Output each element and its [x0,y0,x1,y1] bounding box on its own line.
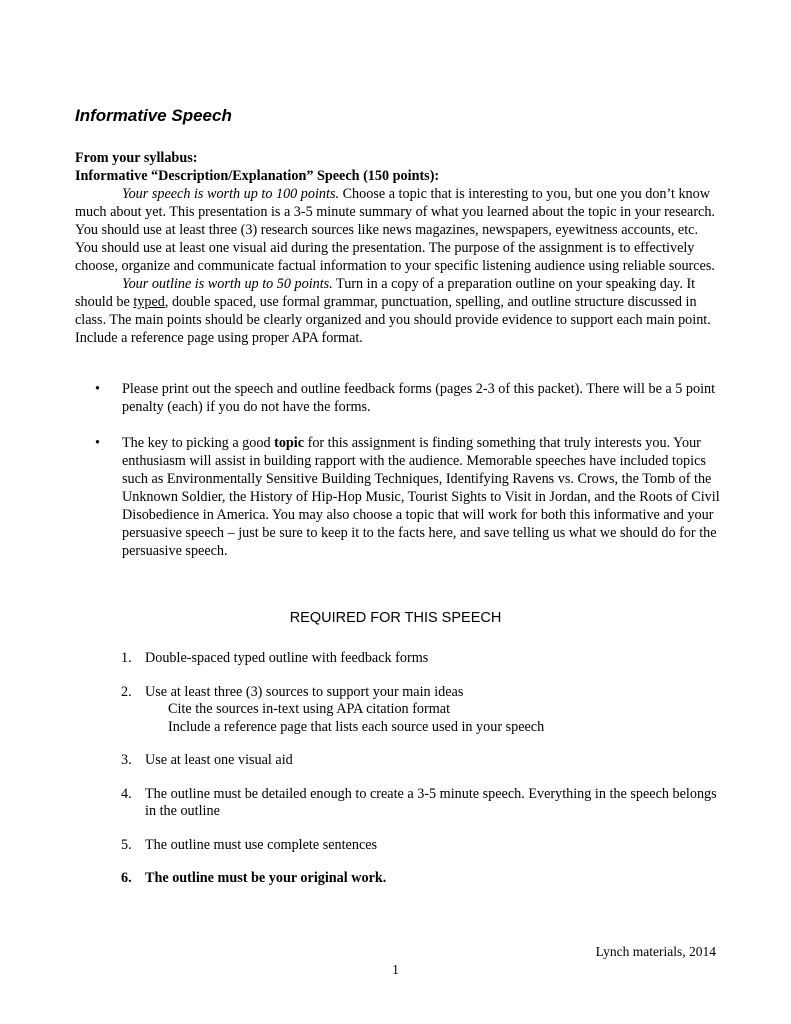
list-item [75,786,720,821]
item-text: The outline must be your original work. [145,870,387,886]
list-item [75,684,720,737]
item-text: Use at least three (3) sources to support your main ideas [145,683,464,700]
item-number: 5. [121,836,132,853]
bullet-icon: • [95,435,100,451]
item-text: Use at least one visual aid [145,752,293,768]
bullet-list [75,380,720,578]
item-number: 1. [121,650,132,666]
item-number: 2. [121,683,132,700]
assignment-heading: Informative “Description/Explanation” Speech (150 points): [75,168,440,184]
list-item [75,380,720,416]
bullet-text: Please print out the speech and outline feedback forms (pages 2-3 of this packet). There will be a 5 point penalty (each) if you do not have the forms. [122,381,716,415]
outline-paragraph-text-2: , double spaced, use formal grammar, punctuation, spelling, and outline structure discussed in class. The main points should be clearly organized and you should provide evidence to support each main point. Include a reference page using proper APA format. [75,294,711,346]
footer-credit: Lynch materials, 2014 [595,944,716,959]
typed-underlined: typed [133,294,165,310]
item-text: The outline must be detailed enough to create a 3-5 minute speech. Everything in the speech belongs in the outline [145,785,717,819]
sub-item: Cite the sources in-text using APA citation format [168,701,451,717]
bullet-text-1: The key to picking a good [122,435,275,451]
item-text: The outline must use complete sentences [145,836,378,853]
list-item [75,434,720,560]
list-item [75,650,720,668]
outline-points-lead: Your outline is worth up to 50 points. [122,276,333,292]
list-item [75,870,720,888]
page-number: 1 [392,962,399,977]
outline-paragraph-text-1: Turn in a copy of a preparation outline on your speaking day. It should be [75,276,696,310]
page-title: Informative Speech [75,106,232,125]
speech-paragraph-text: Choose a topic that is interesting to you, but one you don’t know much about yet. This presentation is a 3-5 minute summary of what you learned about the topic in your research. You should use at least three (3) research sources like news magazines, newspapers, eyewitness accounts, etc. You should use at least one visual aid during the presentation. The purpose of the assignment is to effectively choose, organize and communicate factual information to your specific listening audience using reliable sources. [75,186,715,274]
sub-item: Include a reference page that lists each source used in your speech [168,718,545,735]
bullet-text-2: for this assignment is finding something that truly interests you. Your enthusiasm will assist in building rapport with the audience. Memorable speeches have included topics such as Environmentally Sensitive Building Techniques, Identifying Ravens vs. Crows, the Tomb of the Unknown Soldier, the History of Hip-Hop Music, Tourist Sights to Visit in Jordan, and the Roots of Civil Disobedience in America. You may also choose a topic that will work for both this informative and your persuasive speech – just be sure to keep it to the facts here, and save telling us what we should do for the persuasive speech. [122,435,720,559]
bullet-icon: • [95,381,100,397]
requirements-list [75,650,720,904]
requirements-heading: REQUIRED FOR THIS SPEECH [289,610,502,626]
list-item [75,837,720,855]
list-item [75,752,720,770]
item-number: 3. [121,752,132,768]
speech-points-lead: Your speech is worth up to 100 points. [122,186,340,202]
topic-bold: topic [274,435,305,451]
syllabus-label: From your syllabus: [75,150,198,166]
speech-paragraph [75,185,720,275]
syllabus-section [75,149,720,347]
outline-paragraph [75,275,720,347]
item-number: 4. [121,785,132,802]
item-text: Double-spaced typed outline with feedback forms [145,650,429,666]
item-number: 6. [121,870,132,886]
